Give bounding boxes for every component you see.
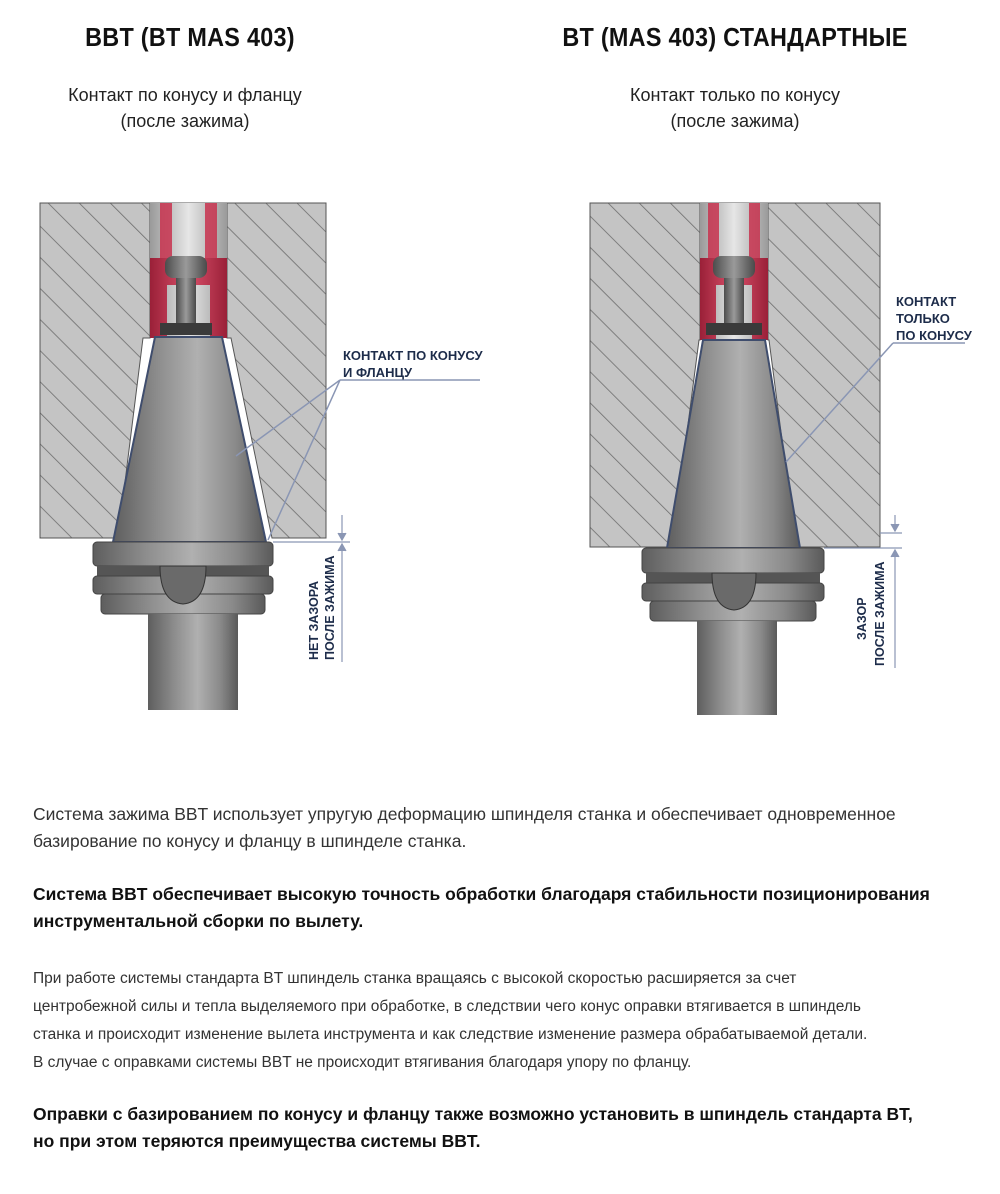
paragraph-accuracy-line1: Система BBT обеспечивает высокую точность обработки благодаря стабильности позиционирования (33, 884, 930, 904)
paragraph-bt-operation (33, 965, 968, 1077)
right-subtitle-line1: Контакт только по конусу (629, 85, 841, 105)
paragraph-compat-line2: но при этом теряются преимущества системы BBT. (33, 1131, 481, 1151)
paragraph-accuracy-line2: инструментальной сборки по вылету. (33, 911, 364, 931)
right-subtitle-line2: (после зажима) (670, 111, 800, 131)
left-subtitle-line2: (после зажима) (120, 111, 250, 131)
bbt-callout-line1: КОНТАКТ ПО КОНУСУ (343, 348, 483, 363)
paragraph-bt-line2: центробежной силы и тепла выделяемого при обработке, в следствии чего конус оправки втягивается в шпиндель (33, 998, 861, 1015)
paragraph-compat-line1: Оправки с базированием по конусу и фланцу также возможно установить в шпиндель стандарта BT, (33, 1104, 913, 1124)
bt-flange (642, 548, 824, 621)
bt-callout-line3: ПО КОНУСУ (896, 328, 972, 343)
paragraph-compatibility (33, 1101, 968, 1155)
bbt-diagram (40, 203, 484, 710)
paragraph-intro (33, 801, 968, 855)
bbt-flange (93, 542, 273, 614)
paragraph-intro-line1: Система зажима BBT использует упругую деформацию шпинделя станка и обеспечивает одновременное (33, 804, 896, 824)
left-subtitle-line1: Контакт по конусу и фланцу (68, 85, 302, 105)
bt-callout-line2: ТОЛЬКО (896, 311, 950, 326)
bt-gap-line1: ЗАЗОР (855, 597, 869, 640)
paragraph-accuracy (33, 881, 968, 935)
paragraph-intro-line2: базирование по конусу и фланцу в шпинделе станка. (33, 831, 467, 851)
left-column-title: BBT (BT MAS 403) (85, 22, 295, 52)
bbt-callout-line2: И ФЛАНЦУ (343, 365, 413, 380)
bbt-gap-line1: НЕТ ЗАЗОРА (307, 581, 321, 660)
right-column-title: BT (MAS 403) СТАНДАРТНЫЕ (562, 22, 908, 52)
bt-diagram (590, 203, 973, 715)
bbt-gap-line2: ПОСЛЕ ЗАЖИМА (323, 555, 337, 660)
bt-gap-line2: ПОСЛЕ ЗАЖИМА (873, 561, 887, 666)
paragraph-bt-line4: В случае с оправками системы BBT не происходит втягивания благодаря упору по фланцу. (33, 1054, 692, 1071)
paragraph-bt-line1: При работе системы стандарта BT шпиндель станка вращаясь с высокой скоростью расширяется за счет (33, 970, 797, 987)
bt-callout-line1: КОНТАКТ (896, 294, 957, 309)
bbt-shank (148, 614, 238, 710)
paragraph-bt-line3: станка и происходит изменение вылета инструмента и как следствие изменение размера обрабатываемой детали. (33, 1026, 868, 1043)
bt-shank (697, 621, 777, 715)
